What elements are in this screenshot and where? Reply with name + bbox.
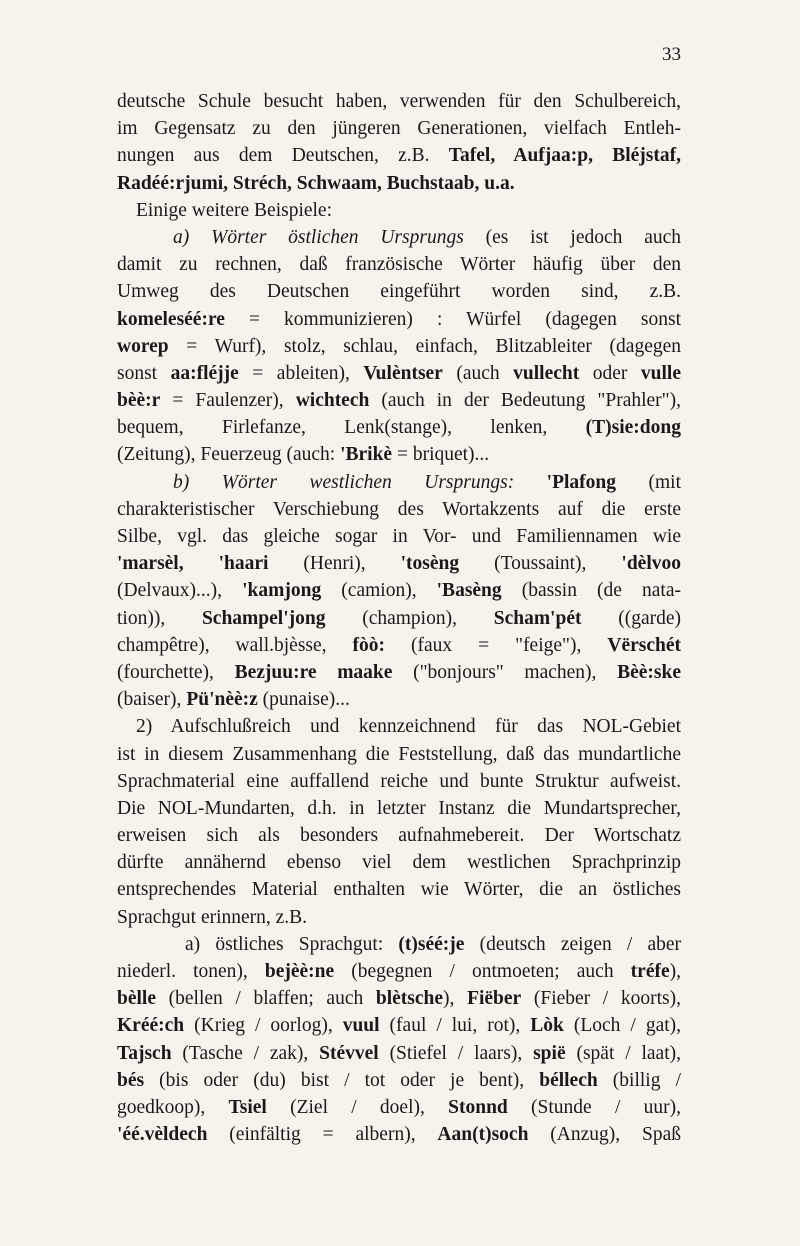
text-line: komeleséé:re = kommunizieren) : Würfel (dagegen sonst bbox=[117, 308, 681, 330]
text-line: Sprachmaterial eine auffallend reiche und bunte Struktur aufweist. bbox=[117, 770, 681, 792]
text-line: Sprachgut erinnern, z.B. bbox=[117, 906, 308, 928]
text-line: 2) Aufschlußreich und kennzeichnend für das NOL-Gebiet bbox=[136, 716, 681, 738]
text-line: bequem, Firlefanze, Lenk(stange), lenken, (T)sie:dong bbox=[117, 417, 681, 439]
text-line: (Zeitung), Feuerzeug (auch: 'Brikè = briquet)... bbox=[117, 444, 490, 466]
text-line: niederl. tonen), bejèè:ne (begegnen / ontmoeten; auch tréfe), bbox=[117, 961, 681, 982]
text-line: goedkoop), Tsiel (Ziel / doel), Stonnd (Stunde / uur), bbox=[117, 1096, 681, 1118]
page-text bbox=[117, 88, 681, 1148]
text-line: (fourchette), Bezjuu:re maake ("bonjours" machen), Bèè:ske bbox=[117, 661, 681, 683]
text-line: bèè:r = Faulenzer), wichtech (auch in der Bedeutung "Prahler"), bbox=[117, 390, 682, 412]
text-line: (baiser), Pü'nèè:z (punaise)... bbox=[117, 689, 350, 711]
text-line: b) Wörter westlichen Ursprungs: 'Plafong (mit bbox=[173, 471, 681, 493]
text-line: bés (bis oder (du) bist / tot oder je bent), béllech (billig / bbox=[117, 1069, 681, 1091]
text-line: tion)), Schampel'jong (champion), Scham'pét ((garde) bbox=[117, 607, 681, 629]
text-line: Radéé:rjumi, Stréch, Schwaam, Buchstaab, u.a. bbox=[117, 172, 515, 194]
text-line: sonst aa:fléjje = ableiten), Vulèntser (auch vullecht oder vulle bbox=[117, 362, 681, 384]
text-line: (Delvaux)...), 'kamjong (camion), 'Basèng (bassin (de nata- bbox=[117, 580, 681, 602]
page-number: 33 bbox=[662, 44, 681, 65]
text-line: Die NOL-Mundarten, d.h. in letzter Instanz die Mundartsprecher, bbox=[117, 797, 681, 819]
text-line: erweisen sich als besonders aufnahmebereit. Der Wortschatz bbox=[117, 825, 681, 847]
text-line: a) Wörter östlichen Ursprungs (es ist jedoch auch bbox=[173, 226, 682, 248]
text-line: nungen aus dem Deutschen, z.B. Tafel, Aufjaa:p, Bléjstaf, bbox=[117, 145, 682, 167]
text-line: Silbe, vgl. das gleiche sogar in Vor- und Familiennamen wie bbox=[117, 526, 681, 547]
text-line: damit zu rechnen, daß französische Wörter häufig über den bbox=[117, 254, 681, 276]
text-line: 'éé.vèldech (einfältig = albern), Aan(t)soch (Anzug), Spaß bbox=[117, 1124, 681, 1146]
text-line: Tajsch (Tasche / zak), Stévvel (Stiefel / laars), spië (spät / laat), bbox=[117, 1042, 681, 1064]
text-line: ist in diesem Zusammenhang die Feststellung, daß das mundartliche bbox=[117, 743, 681, 765]
text-line: bèlle (bellen / blaffen; auch blètsche), Fiëber (Fieber / koorts), bbox=[117, 988, 681, 1010]
text-line: a) östliches Sprachgut: (t)séé:je (deutsch zeigen / aber bbox=[185, 933, 682, 955]
text-line: entsprechendes Material enthalten wie Wörter, die an östliches bbox=[117, 879, 681, 901]
text-line: charakteristischer Verschiebung des Wortakzents auf die erste bbox=[117, 498, 681, 520]
text-line: champêtre), wall.bjèsse, fòò: (faux = "feige"), Vërschét bbox=[117, 634, 681, 656]
text-line: Einige weitere Beispiele: bbox=[136, 199, 333, 221]
text-line: Kréé:ch (Krieg / oorlog), vuul (faul / lui, rot), Lòk (Loch / gat), bbox=[117, 1015, 682, 1037]
text-line: im Gegensatz zu den jüngeren Generationen, vielfach Entleh- bbox=[117, 118, 681, 140]
text-line: Umweg des Deutschen eingeführt worden sind, z.B. bbox=[117, 281, 681, 303]
text-line: worep = Wurf), stolz, schlau, einfach, Blitzableiter (dagegen bbox=[117, 335, 681, 357]
text-line: dürfte annähernd ebenso viel dem westlichen Sprachprinzip bbox=[117, 852, 681, 874]
text-line: deutsche Schule besucht haben, verwenden für den Schulbereich, bbox=[117, 91, 681, 112]
text-line: 'marsèl, 'haari (Henri), 'tosèng (Toussaint), 'dèlvoo bbox=[117, 553, 681, 575]
